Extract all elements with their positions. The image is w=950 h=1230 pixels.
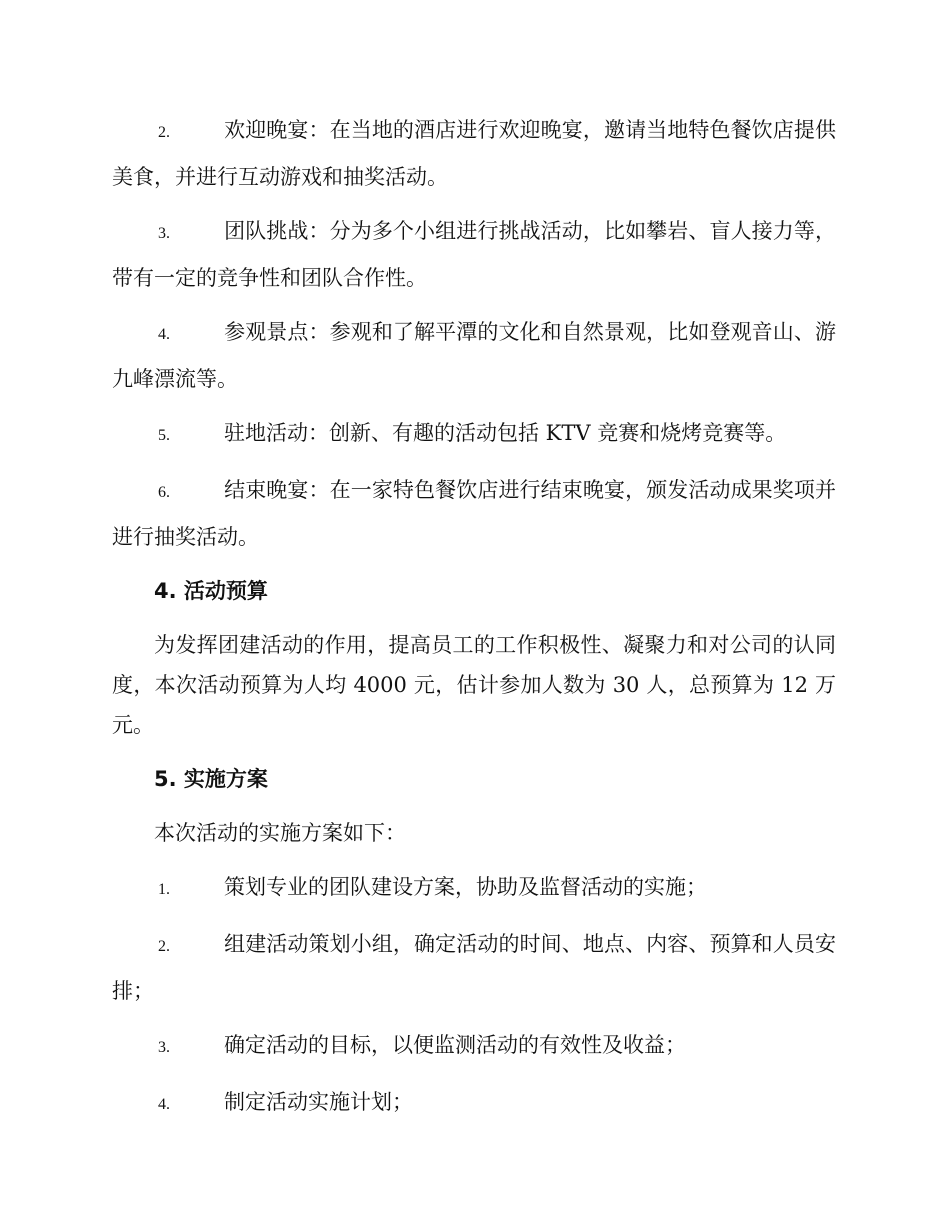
list-number: 4. bbox=[158, 1096, 170, 1113]
list-item bbox=[112, 468, 836, 559]
section-heading-implementation: 5. 实施方案 bbox=[154, 767, 268, 791]
list-number: 6. bbox=[158, 484, 170, 501]
list-item bbox=[112, 209, 836, 300]
list-text: 驻地活动：创新、有趣的活动包括 KTV 竞赛和烧烤竞赛等。 bbox=[224, 421, 787, 445]
list-item bbox=[112, 1023, 836, 1070]
list-number: 2. bbox=[158, 938, 170, 955]
list-number: 1. bbox=[158, 881, 170, 898]
document-content bbox=[112, 108, 836, 1137]
list-text: 制定活动实施计划； bbox=[224, 1090, 413, 1114]
list-text: 参观景点：参观和了解平潭的文化和自然景观，比如登观音山、游九峰漂流等。 bbox=[112, 320, 836, 391]
list-number: 5. bbox=[158, 427, 170, 444]
list-text: 团队挑战：分为多个小组进行挑战活动，比如攀岩、盲人接力等，带有一定的竞争性和团队合作性。 bbox=[112, 219, 836, 290]
list-item bbox=[112, 1080, 836, 1127]
list-number: 3. bbox=[158, 225, 170, 242]
list-item bbox=[112, 310, 836, 401]
list-text: 确定活动的目标，以便监测活动的有效性及收益； bbox=[224, 1033, 686, 1057]
list-number: 3. bbox=[158, 1039, 170, 1056]
implementation-intro: 本次活动的实施方案如下： bbox=[154, 821, 406, 845]
list-number: 4. bbox=[158, 326, 170, 343]
list-item bbox=[112, 922, 836, 1013]
list-text: 组建活动策划小组，确定活动的时间、地点、内容、预算和人员安排； bbox=[112, 932, 836, 1003]
list-text: 欢迎晚宴：在当地的酒店进行欢迎晚宴，邀请当地特色餐饮店提供美食，并进行互动游戏和抽奖活动。 bbox=[112, 118, 836, 189]
section-heading-budget: 4. 活动预算 bbox=[154, 579, 268, 603]
list-item bbox=[112, 108, 836, 199]
list-item bbox=[112, 411, 836, 458]
list-text: 结束晚宴：在一家特色餐饮店进行结束晚宴，颁发活动成果奖项并进行抽奖活动。 bbox=[112, 478, 836, 549]
list-text: 策划专业的团队建设方案，协助及监督活动的实施； bbox=[224, 875, 707, 899]
budget-paragraph: 为发挥团建活动的作用，提高员工的工作积极性、凝聚力和对公司的认同度，本次活动预算为人均 4000 元，估计参加人数为 30 人，总预算为 12 万元。 bbox=[112, 633, 836, 737]
list-number: 2. bbox=[158, 124, 170, 141]
list-item bbox=[112, 865, 836, 912]
